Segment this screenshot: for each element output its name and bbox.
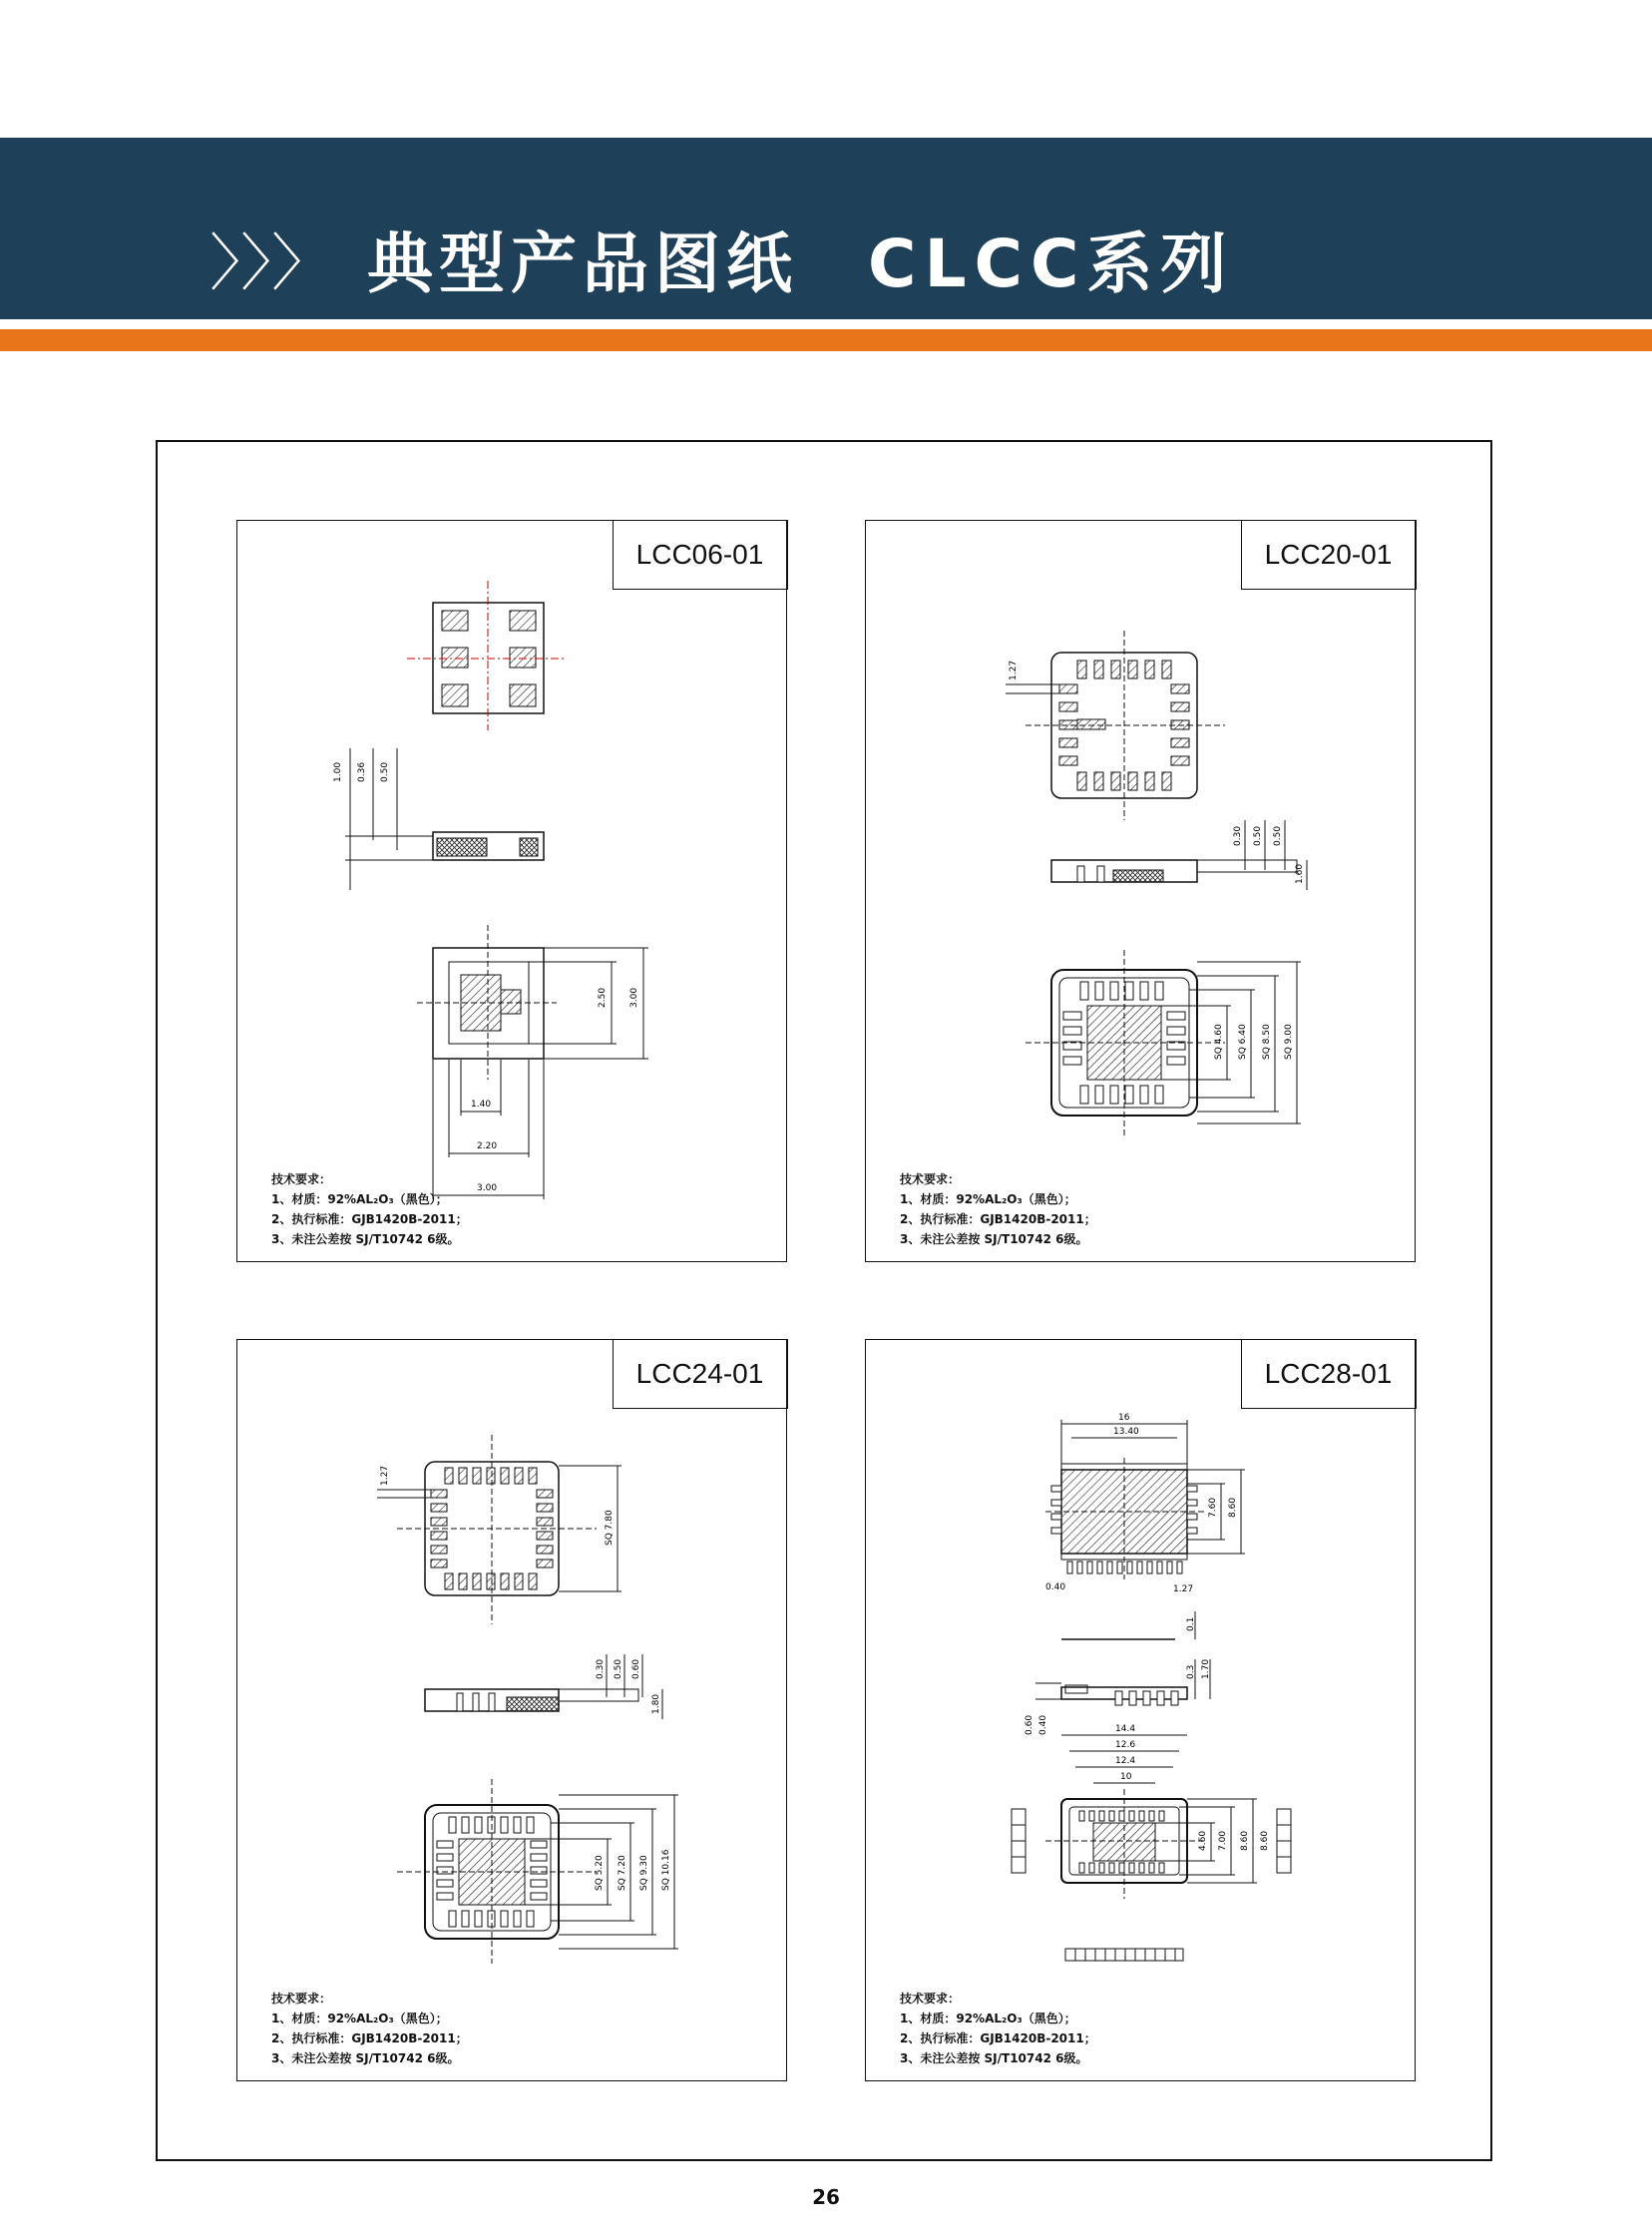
dim-text: 4.60 bbox=[1198, 1830, 1208, 1851]
dim-text: 0.40 bbox=[1045, 1582, 1066, 1592]
dim-text: 3.00 bbox=[477, 1183, 498, 1193]
dim-text: 12.6 bbox=[1115, 1740, 1136, 1750]
dim-text: 0.50 bbox=[1253, 825, 1263, 846]
dim-text: 2.50 bbox=[598, 987, 608, 1008]
panel-label: LCC20-01 bbox=[1241, 520, 1417, 590]
dim-text: 1.70 bbox=[1201, 1658, 1211, 1679]
dim-text: 0.50 bbox=[1273, 825, 1283, 846]
lcc24-technical-drawing bbox=[237, 1340, 785, 2079]
dim-text: 1.60 bbox=[1295, 863, 1305, 884]
dim-text: 10 bbox=[1120, 1772, 1132, 1782]
page-title bbox=[209, 208, 1234, 307]
drawing-panel-lcc28 bbox=[865, 1339, 1416, 2081]
dim-text: 0.60 bbox=[631, 1658, 641, 1679]
dim-text: 0.1 bbox=[1186, 1616, 1196, 1631]
technical-notes: 技术要求： 1、材质：92%AL₂O₃（黑色）； 2、执行标准：GJB1420B-2011； 3、未注公差按 SJ/T10742 6级。 bbox=[271, 1992, 468, 2065]
dim-text: 0.40 bbox=[1038, 1714, 1048, 1735]
technical-notes: 技术要求： 1、材质：92%AL₂O₃（黑色）； 2、执行标准：GJB1420B-2011； 3、未注公差按 SJ/T10742 6级。 bbox=[900, 1172, 1096, 1246]
accent-rule bbox=[0, 329, 1652, 351]
drawing-panel-lcc20 bbox=[865, 520, 1416, 1262]
dim-text: 1.00 bbox=[333, 761, 343, 782]
dim-text: 7.60 bbox=[1208, 1497, 1218, 1518]
dim-text: 0.36 bbox=[357, 761, 367, 782]
dim-text: 14.4 bbox=[1115, 1724, 1136, 1734]
dim-text: 0.50 bbox=[614, 1658, 623, 1679]
dim-text: 0.3 bbox=[1186, 1664, 1196, 1679]
series-text: CLCC系列 bbox=[868, 224, 1235, 302]
dim-text: SQ 7.80 bbox=[605, 1510, 615, 1546]
dim-text: 1.80 bbox=[651, 1693, 661, 1714]
dim-text: 13.40 bbox=[1113, 1427, 1139, 1437]
dim-text: 1.27 bbox=[380, 1465, 390, 1486]
title-text: 典型产品图纸 bbox=[367, 224, 799, 302]
dim-text: 7.00 bbox=[1218, 1830, 1228, 1851]
dim-text: 1.27 bbox=[1009, 660, 1019, 680]
technical-notes: 技术要求： 1、材质：92%AL₂O₃（黑色）； 2、执行标准：GJB1420B-2011； 3、未注公差按 SJ/T10742 6级。 bbox=[900, 1992, 1096, 2065]
dim-text: 0.30 bbox=[596, 1658, 606, 1679]
technical-notes: 技术要求： 1、材质：92%AL₂O₃（黑色）； 2、执行标准：GJB1420B-2011； 3、未注公差按 SJ/T10742 6级。 bbox=[271, 1172, 468, 1246]
dim-text: SQ 4.60 bbox=[1214, 1024, 1224, 1060]
dim-text: 1.40 bbox=[471, 1100, 492, 1110]
dim-text: SQ 7.20 bbox=[618, 1855, 627, 1891]
dim-text: 8.60 bbox=[1240, 1830, 1250, 1851]
lcc20-technical-drawing bbox=[866, 521, 1414, 1260]
dim-text: 2.20 bbox=[477, 1141, 498, 1151]
chevron-right-icon: 〉〉〉 bbox=[209, 225, 334, 299]
dim-text: 0.50 bbox=[380, 761, 390, 782]
drawing-sheet bbox=[156, 440, 1492, 2161]
drawing-panel-lcc24 bbox=[236, 1339, 787, 2081]
panel-label: LCC24-01 bbox=[613, 1339, 788, 1409]
dim-text: SQ 5.20 bbox=[595, 1855, 605, 1891]
panel-label: LCC28-01 bbox=[1241, 1339, 1417, 1409]
dim-text: SQ 8.50 bbox=[1262, 1024, 1272, 1060]
panel-label: LCC06-01 bbox=[613, 520, 788, 590]
lcc06-technical-drawing bbox=[237, 521, 785, 1260]
dim-text: 12.4 bbox=[1115, 1756, 1136, 1766]
dim-text: SQ 10.16 bbox=[661, 1849, 671, 1891]
dim-text: 1.27 bbox=[1173, 1584, 1194, 1594]
lcc28-technical-drawing bbox=[866, 1340, 1414, 2079]
page-number: 26 bbox=[812, 2185, 840, 2209]
dim-text: 3.00 bbox=[629, 987, 639, 1008]
dim-text: 0.30 bbox=[1233, 825, 1243, 846]
dim-text: 16 bbox=[1118, 1413, 1130, 1423]
dim-text: 8.60 bbox=[1228, 1497, 1238, 1518]
drawing-panel-lcc06 bbox=[236, 520, 787, 1262]
dim-text: 0.60 bbox=[1025, 1714, 1034, 1735]
dim-text: SQ 6.40 bbox=[1238, 1024, 1248, 1060]
dim-text: SQ 9.30 bbox=[639, 1855, 649, 1891]
dim-text: 8.60 bbox=[1260, 1830, 1270, 1851]
dim-text: SQ 9.00 bbox=[1284, 1024, 1294, 1060]
